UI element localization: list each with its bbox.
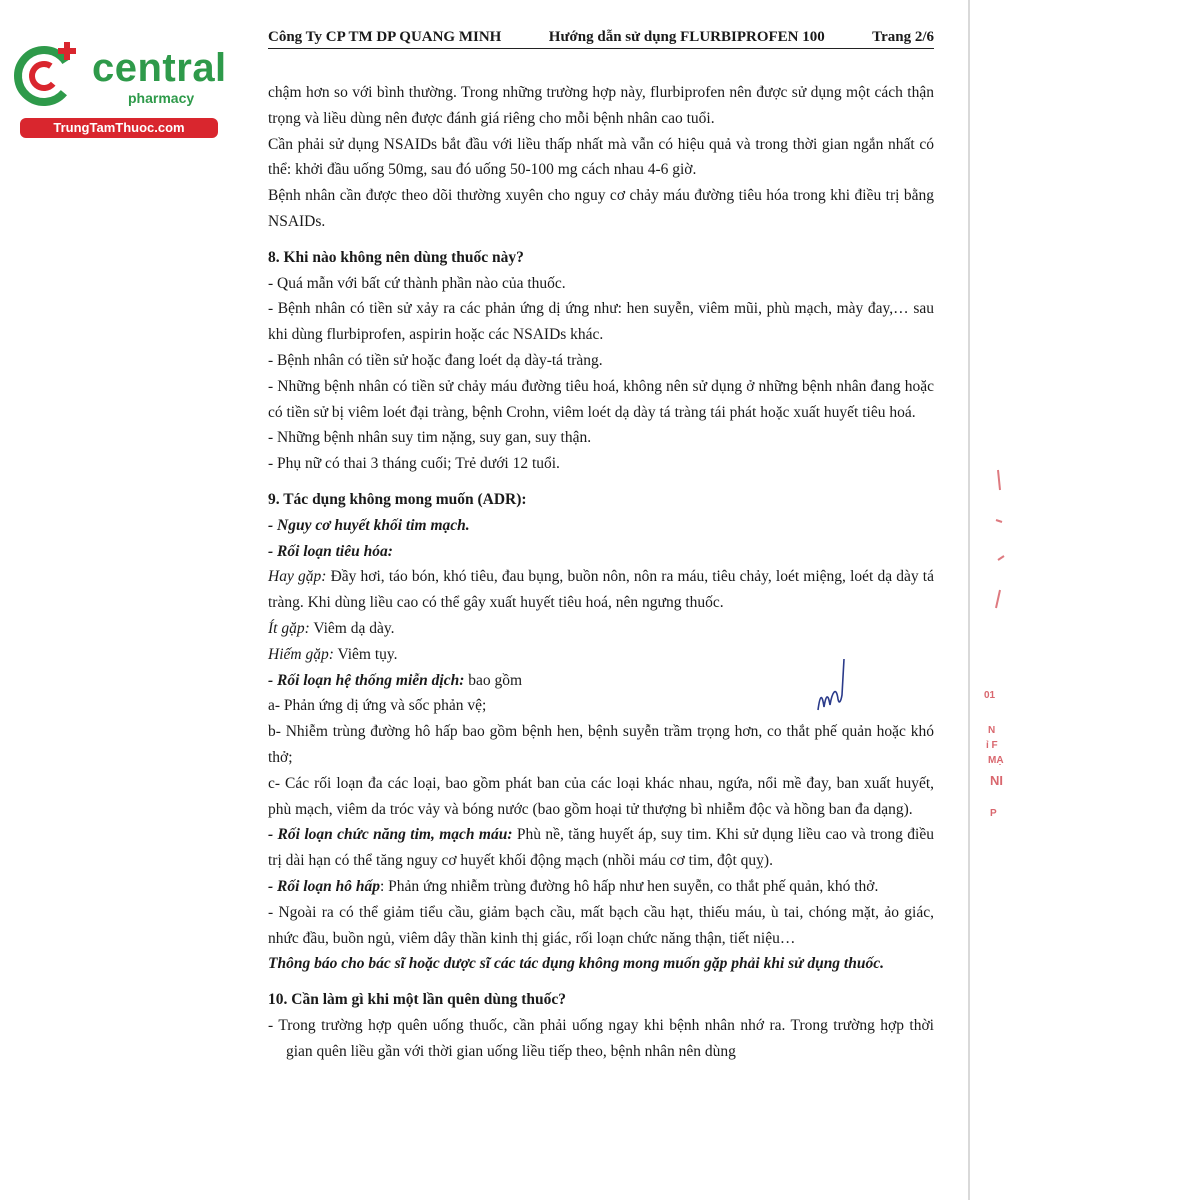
adr-cardio-label: - Rối loạn chức năng tim, mạch máu: xyxy=(268,826,513,844)
adr-common-label: Hay gặp: xyxy=(268,568,327,586)
logo-sub-text: pharmacy xyxy=(128,90,195,106)
list-item: b- Nhiễm trùng đường hô hấp bao gồm bệnh hen, bệnh suyễn trầm trọng hơn, co thắt phế quản hoặc khó thở; xyxy=(268,723,934,766)
list-item: - Quá mẫn với bất cứ thành phần nào của thuốc. xyxy=(268,274,566,292)
paper-edge xyxy=(968,0,970,1200)
adr-cardio xyxy=(268,822,934,874)
header-doc-title: Hướng dẫn sử dụng FLURBIPROFEN 100 xyxy=(548,29,825,45)
adr-rare-label: Hiếm gặp: xyxy=(268,645,334,663)
stamp-text: N xyxy=(988,725,996,736)
central-pharmacy-logo xyxy=(8,40,227,140)
stamp-edge-marks xyxy=(978,460,1008,610)
adr-resp-label: - Rối loạn hô hấp xyxy=(268,877,380,895)
pharmacy-logo-icon xyxy=(12,40,82,110)
adr-resp-text: : Phản ứng nhiễm trùng đường hô hấp như hen suyễn, co thắt phế quản, khó thở. xyxy=(379,877,879,895)
document-body xyxy=(268,80,934,1064)
list-item: a- Phản ứng dị ứng và sốc phản vệ; xyxy=(268,697,487,715)
header-page-number: Trang 2/6 xyxy=(872,29,934,45)
adr-gi-heading: - Rối loạn tiêu hóa: xyxy=(268,542,393,560)
adr-immune-text: bao gồm xyxy=(464,671,523,689)
list-item: - Trong trường hợp quên uống thuốc, cần phải uống ngay khi bệnh nhân nhớ ra. Trong trường hợp thời gian quên liều gần với thời gian uống liều tiếp theo, bệnh nhân nên dùng xyxy=(268,1016,934,1060)
adr-cardio-text: Phù nề, tăng huyết áp, suy tim. Khi sử dụng liều cao và trong điều trị dài hạn có thể tăng nguy cơ huyết khối động mạch (nhồi máu cơ tim, đột quỵ). xyxy=(268,826,934,870)
adr-common xyxy=(268,564,934,616)
adr-common-text: Đầy hơi, táo bón, khó tiêu, đau bụng, buồn nôn, nôn ra máu, tiêu chảy, loét miệng, loét dạ dày tá tràng. Khi dùng liều cao có thể gây xuất huyết tiêu hoá, nên ngưng thuốc. xyxy=(268,568,934,612)
paragraph: chậm hơn so với bình thường. Trong những trường hợp này, flurbiprofen nên được sử dụng một cách thận trọng và liều dùng nên được đánh giá riêng cho mỗi bệnh nhân cao tuổi. xyxy=(268,84,934,127)
adr-uncommon-label: Ít gặp: xyxy=(268,619,310,637)
stamp-text: NI xyxy=(990,773,1003,788)
list-item: - Phụ nữ có thai 3 tháng cuối; Trẻ dưới 12 tuổi. xyxy=(268,455,560,473)
stamp-text: 01 xyxy=(984,690,996,701)
stamp-text: MẠ xyxy=(988,755,1004,766)
stamp-text: ỉ F xyxy=(986,740,998,751)
adr-respiratory xyxy=(268,874,934,900)
adr-immune-label: - Rối loạn hệ thống miễn dịch: xyxy=(268,671,465,689)
document-header xyxy=(268,22,934,49)
adr-rare-text: Viêm tụy. xyxy=(333,645,398,663)
header-company: Công Ty CP TM DP QUANG MINH xyxy=(268,29,502,45)
adr-other: - Ngoài ra có thể giảm tiểu cầu, giảm bạch cầu, mất bạch cầu hạt, thiếu máu, ù tai, chóng mặt, ảo giác, nhức đầu, buồn ngủ, viêm dây thần kinh thị giác, rối loạn chức năng thận, tiết niệu… xyxy=(268,903,934,947)
list-item: - Bệnh nhân có tiền sử xảy ra các phản ứng dị ứng như: hen suyễn, viêm mũi, phù mạch, mày đay,… sau khi dùng flurbiprofen, aspirin hoặc các NSAIDs khác. xyxy=(268,300,934,344)
paragraph: Bệnh nhân cần được theo dõi thường xuyên cho nguy cơ chảy máu đường tiêu hóa trong khi điều trị bằng NSAIDs. xyxy=(268,187,934,230)
logo-brand-text: central xyxy=(92,46,227,90)
adr-cardiovascular-risk: - Nguy cơ huyết khối tim mạch. xyxy=(268,516,470,534)
list-item: - Những bệnh nhân suy tim nặng, suy gan, suy thận. xyxy=(268,429,592,447)
list-item: c- Các rối loạn đa các loại, bao gồm phát ban của các loại khác nhau, ngứa, nổi mề đay, ban xuất huyết, phù mạch, viêm da tróc vảy và bóng nước (bao gồm hoại tử thượng bì nhiễm độc và hồng ban đa dạng). xyxy=(268,774,934,818)
adr-notice: Thông báo cho bác sĩ hoặc dược sĩ các tác dụng không mong muốn gặp phải khi sử dụng thuốc. xyxy=(268,955,884,973)
section-10-heading: 10. Cần làm gì khi một lần quên dùng thuốc? xyxy=(268,991,567,1009)
paragraph: Cần phải sử dụng NSAIDs bắt đầu với liều thấp nhất mà vẫn có hiệu quả và trong thời gian ngắn nhất có thể: khởi đầu uống 50mg, sau đó uống 50-100 mg cách nhau 4-6 giờ. xyxy=(268,135,934,179)
logo-url-badge: TrungTamThuoc.com xyxy=(20,118,218,138)
handwritten-signature xyxy=(812,655,852,715)
adr-uncommon xyxy=(268,616,934,642)
stamp-text: P xyxy=(990,808,997,819)
red-stamp-fragment xyxy=(978,440,1018,860)
section-9-heading: 9. Tác dụng không mong muốn (ADR): xyxy=(268,490,527,508)
adr-uncommon-text: Viêm dạ dày. xyxy=(309,619,395,637)
section-8-heading: 8. Khi nào không nên dùng thuốc này? xyxy=(268,248,524,266)
list-item: - Bệnh nhân có tiền sử hoặc đang loét dạ dày-tá tràng. xyxy=(268,351,603,369)
list-item: - Những bệnh nhân có tiền sử chảy máu đường tiêu hoá, không nên sử dụng ở những bệnh nhân đang hoặc có tiền sử bị viêm loét đại tràng, bệnh Crohn, viêm loét dạ dày tá tràng tái phát hoặc xuất huyết tiêu hoá. xyxy=(268,377,934,421)
